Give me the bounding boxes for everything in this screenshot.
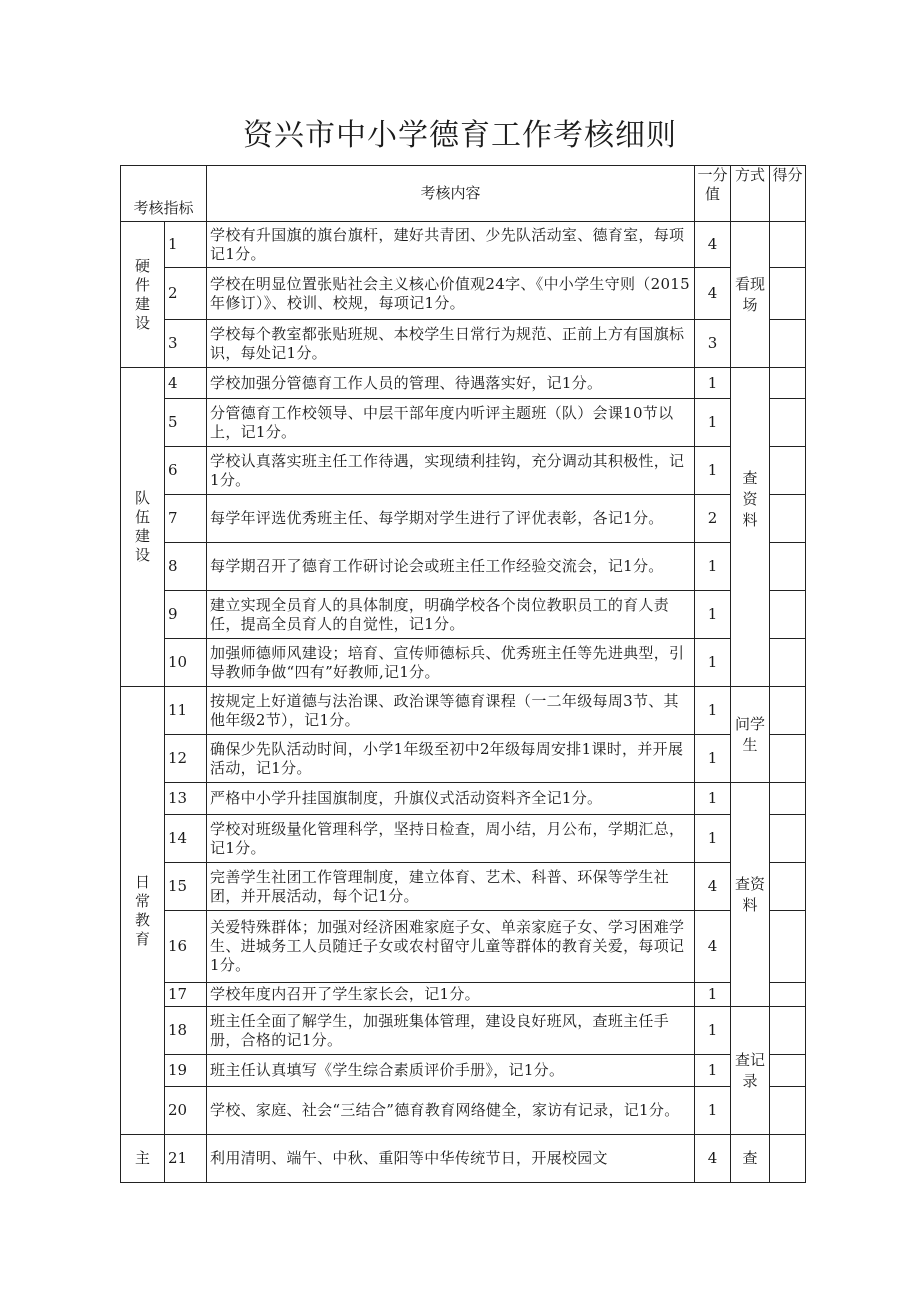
header-score: 一分值 <box>695 166 731 222</box>
row-content: 确保少先队活动时间，小学1年级至初中2年级每周安排1课时，并开展活动，记1分。 <box>207 735 695 783</box>
result-cell <box>770 911 806 983</box>
row-number: 12 <box>165 735 207 783</box>
row-score: 4 <box>695 863 731 911</box>
row-score: 1 <box>695 639 731 687</box>
table-row <box>121 399 806 447</box>
row-content: 学校每个教室都张贴班规、本校学生日常行为规范、正前上方有国旗标识，每处记1分。 <box>207 320 695 368</box>
row-score: 1 <box>695 399 731 447</box>
row-number: 8 <box>165 543 207 591</box>
row-score: 1 <box>695 1007 731 1055</box>
row-score: 4 <box>695 268 731 320</box>
result-cell <box>770 320 806 368</box>
row-number: 15 <box>165 863 207 911</box>
result-cell <box>770 1087 806 1135</box>
row-content: 加强师德师风建设；培育、宣传师德标兵、优秀班主任等先进典型，引导教师争做“四有”好教师,记1分。 <box>207 639 695 687</box>
result-cell <box>770 1007 806 1055</box>
table-row <box>121 863 806 911</box>
table-row <box>121 983 806 1007</box>
row-number: 3 <box>165 320 207 368</box>
row-score: 1 <box>695 815 731 863</box>
table-row <box>121 735 806 783</box>
row-number: 20 <box>165 1087 207 1135</box>
row-number: 13 <box>165 783 207 815</box>
row-content: 分管德育工作校领导、中层干部年度内听评主题班（队）会课10节以上，记1分。 <box>207 399 695 447</box>
row-score: 1 <box>695 1055 731 1087</box>
row-score: 1 <box>695 687 731 735</box>
header-indicator: 考核指标 <box>121 166 207 222</box>
table-row <box>121 1007 806 1055</box>
table-row <box>121 268 806 320</box>
table-row <box>121 815 806 863</box>
row-score: 1 <box>695 368 731 399</box>
category-theme: 主 <box>121 1135 165 1183</box>
row-number: 7 <box>165 495 207 543</box>
row-content: 建立实现全员育人的具体制度，明确学校各个岗位教职员工的育人责任，提高全员育人的自觉性，记1分。 <box>207 591 695 639</box>
table-row <box>121 495 806 543</box>
row-number: 16 <box>165 911 207 983</box>
row-content: 学校、家庭、社会“三结合”德育教育网络健全，家访有记录，记1分。 <box>207 1087 695 1135</box>
result-cell <box>770 368 806 399</box>
row-content: 学校在明显位置张贴社会主义核心价值观24字、《中小学生守则（2015年修订）》、校训、校规，每项记1分。 <box>207 268 695 320</box>
table-row <box>121 222 806 268</box>
row-content: 学校年度内召开了学生家长会，记1分。 <box>207 983 695 1007</box>
row-score: 4 <box>695 911 731 983</box>
row-score: 3 <box>695 320 731 368</box>
table-header-row <box>121 166 806 222</box>
row-content: 学校加强分管德育工作人员的管理、待遇落实好，记1分。 <box>207 368 695 399</box>
result-cell <box>770 1055 806 1087</box>
method-check-records: 查记录 <box>731 1007 770 1135</box>
method-site-visit: 看现场 <box>731 222 770 368</box>
row-number: 4 <box>165 368 207 399</box>
header-result: 得分 <box>770 166 806 222</box>
row-number: 14 <box>165 815 207 863</box>
assessment-table <box>120 165 806 1183</box>
row-content: 班主任认真填写《学生综合素质评价手册》，记1分。 <box>207 1055 695 1087</box>
row-score: 4 <box>695 222 731 268</box>
row-content: 按规定上好道德与法治课、政治课等德育课程（一二年级每周3节、其他年级2节），记1分。 <box>207 687 695 735</box>
table-row <box>121 639 806 687</box>
row-content: 利用清明、端午、中秋、重阳等中华传统节日，开展校园文 <box>207 1135 695 1183</box>
row-score: 1 <box>695 735 731 783</box>
result-cell <box>770 687 806 735</box>
row-number: 2 <box>165 268 207 320</box>
result-cell <box>770 815 806 863</box>
row-number: 21 <box>165 1135 207 1183</box>
table-row <box>121 447 806 495</box>
row-score: 1 <box>695 983 731 1007</box>
result-cell <box>770 447 806 495</box>
result-cell <box>770 399 806 447</box>
row-number: 9 <box>165 591 207 639</box>
row-number: 18 <box>165 1007 207 1055</box>
row-content: 班主任全面了解学生，加强班集体管理，建设良好班风，查班主任手册，合格的记1分。 <box>207 1007 695 1055</box>
result-cell <box>770 222 806 268</box>
result-cell <box>770 591 806 639</box>
result-cell <box>770 1135 806 1183</box>
row-number: 5 <box>165 399 207 447</box>
row-number: 11 <box>165 687 207 735</box>
header-content: 考核内容 <box>207 166 695 222</box>
row-content: 学校有升国旗的旗台旗杆，建好共青团、少先队活动室、德育室，每项记1分。 <box>207 222 695 268</box>
table-row <box>121 783 806 815</box>
row-score: 1 <box>695 783 731 815</box>
result-cell <box>770 863 806 911</box>
table-row <box>121 1055 806 1087</box>
row-content: 严格中小学升挂国旗制度，升旗仪式活动资料齐全记1分。 <box>207 783 695 815</box>
result-cell <box>770 268 806 320</box>
result-cell <box>770 495 806 543</box>
row-content: 关爱特殊群体；加强对经济困难家庭子女、单亲家庭子女、学习困难学生、进城务工人员随迁子女或农村留守儿童等群体的教育关爱，每项记1分。 <box>207 911 695 983</box>
table-row <box>121 911 806 983</box>
category-daily-education: 日常教育 <box>121 687 165 1135</box>
method-check: 查 <box>731 1135 770 1183</box>
method-check-materials-2: 查资料 <box>731 783 770 1007</box>
table-row <box>121 368 806 399</box>
row-content: 完善学生社团工作管理制度，建立体育、艺术、科普、环保等学生社团，并开展活动，每个记1分。 <box>207 863 695 911</box>
row-number: 17 <box>165 983 207 1007</box>
category-hardware: 硬件建设 <box>121 222 165 368</box>
row-content: 每学年评选优秀班主任、每学期对学生进行了评优表彰，各记1分。 <box>207 495 695 543</box>
row-score: 1 <box>695 447 731 495</box>
result-cell <box>770 783 806 815</box>
row-score: 1 <box>695 543 731 591</box>
row-number: 1 <box>165 222 207 268</box>
row-number: 19 <box>165 1055 207 1087</box>
result-cell <box>770 639 806 687</box>
row-number: 10 <box>165 639 207 687</box>
row-score: 2 <box>695 495 731 543</box>
row-content: 学校认真落实班主任工作待遇，实现绩利挂钩，充分调动其积极性，记1分。 <box>207 447 695 495</box>
row-score: 1 <box>695 1087 731 1135</box>
row-score: 4 <box>695 1135 731 1183</box>
result-cell <box>770 983 806 1007</box>
row-content: 学校对班级量化管理科学，坚持日检查，周小结，月公布，学期汇总，记1分。 <box>207 815 695 863</box>
table-row <box>121 687 806 735</box>
method-ask-students: 问学生 <box>731 687 770 783</box>
header-method: 方式 <box>731 166 770 222</box>
table-row <box>121 1087 806 1135</box>
table-row <box>121 1135 806 1183</box>
table-row <box>121 543 806 591</box>
method-check-materials: 查资料 <box>731 368 770 687</box>
table-row <box>121 320 806 368</box>
result-cell <box>770 735 806 783</box>
row-score: 1 <box>695 591 731 639</box>
row-number: 6 <box>165 447 207 495</box>
row-content: 每学期召开了德育工作研讨论会或班主任工作经验交流会，记1分。 <box>207 543 695 591</box>
result-cell <box>770 543 806 591</box>
document-title: 资兴市中小学德育工作考核细则 <box>243 118 677 153</box>
category-team: 队伍建设 <box>121 368 165 687</box>
table-row <box>121 591 806 639</box>
